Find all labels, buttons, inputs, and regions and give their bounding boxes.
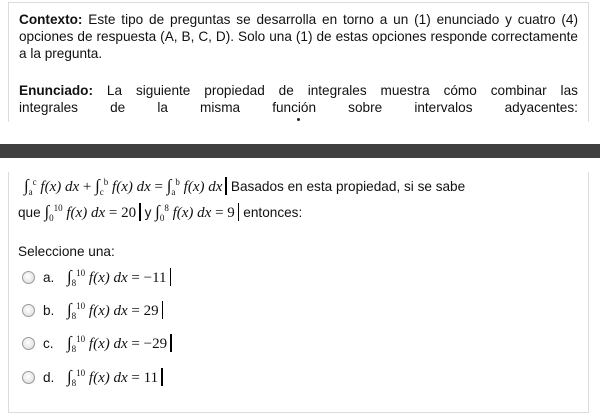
context-label: Contexto:	[19, 12, 83, 27]
option-a[interactable]	[22, 266, 175, 288]
text-cursor	[238, 203, 240, 221]
statement-word: función	[272, 100, 317, 115]
text-cursor	[161, 368, 163, 386]
option-value: 29	[143, 302, 159, 319]
statement-word: adyacentes:	[504, 100, 578, 115]
option-b[interactable]	[22, 299, 167, 321]
statement-word: misma	[200, 100, 241, 115]
option-c[interactable]	[22, 332, 176, 354]
option-c-formula: $\int_8^{10}$ f(x) dx = −29	[67, 332, 168, 354]
statement-line-1	[19, 82, 578, 99]
section-divider	[0, 144, 600, 158]
text-cursor	[170, 334, 172, 352]
y-word: y	[144, 205, 152, 220]
property-formula: $\int_a^c$ f(x) dx + $\int_c^b$ f(x) dx = $\int_a^b$ f(x) dx	[24, 176, 223, 197]
statement-word: intervalos	[414, 100, 473, 115]
text-cursor	[225, 177, 227, 195]
text-cursor	[170, 268, 172, 286]
statement-word: propiedad	[204, 83, 265, 98]
statement-word: combinar	[490, 83, 547, 98]
context-text: Este tipo de preguntas se desarrolla en torno a un (1) enunciado y cuatro (4) opciones de respuesta (A, B, C, D). Solo una (1) de estas opciones responde correctamente a la pregunta.	[19, 12, 578, 61]
statement-word: la	[157, 100, 168, 115]
statement-word: siguiente	[135, 83, 191, 98]
option-letter: b.	[43, 302, 55, 318]
option-value: 11	[143, 369, 159, 386]
given-integral-1: $\int_0^{10}$ f(x) dx = 20	[44, 202, 137, 223]
context-paragraph	[19, 11, 578, 62]
option-value: −11	[143, 269, 167, 286]
statement-word: cómo	[443, 83, 477, 98]
given-integral-2: $\int_0^8$ f(x) dx = 9	[155, 202, 235, 223]
given-value-2: 9	[227, 205, 235, 221]
statement-word: integrales	[307, 83, 367, 98]
statement-word: de	[110, 100, 126, 115]
statement-word: La	[106, 83, 123, 98]
que-word: que	[18, 205, 41, 220]
option-letter: c.	[43, 335, 54, 351]
given-values-line	[18, 202, 302, 223]
option-d-formula: $\int_8^{10}$ f(x) dx = 11	[67, 366, 159, 388]
option-letter: d.	[43, 369, 55, 385]
radio-b[interactable]	[22, 304, 35, 317]
decorative-dot	[297, 118, 300, 121]
context-card	[8, 2, 589, 122]
property-formula-line	[24, 176, 465, 197]
entonces-word: entonces:	[243, 205, 303, 220]
radio-a[interactable]	[22, 271, 35, 284]
option-d[interactable]	[22, 366, 167, 388]
given-value-1: 20	[121, 205, 137, 221]
option-value: −29	[143, 335, 168, 352]
text-cursor	[162, 301, 164, 319]
radio-c[interactable]	[22, 337, 35, 350]
option-letter: a.	[43, 269, 55, 285]
statement-word: integrales	[19, 100, 78, 115]
radio-d[interactable]	[22, 371, 35, 384]
statement-word: las	[560, 83, 578, 98]
problem-text: Basados en esta propiedad, si se sabe	[230, 179, 466, 194]
statement-paragraph	[19, 82, 578, 116]
statement-word: sobre	[348, 100, 383, 115]
text-cursor	[139, 203, 141, 221]
option-b-formula: $\int_8^{10}$ f(x) dx = 29	[67, 299, 159, 321]
statement-word: muestra	[380, 83, 430, 98]
statement-word: de	[278, 83, 294, 98]
statement-line-2	[19, 99, 578, 116]
statement-label: Enunciado:	[19, 83, 94, 98]
option-a-formula: $\int_8^{10}$ f(x) dx = −11	[67, 266, 167, 288]
select-label: Seleccione una:	[18, 244, 115, 259]
